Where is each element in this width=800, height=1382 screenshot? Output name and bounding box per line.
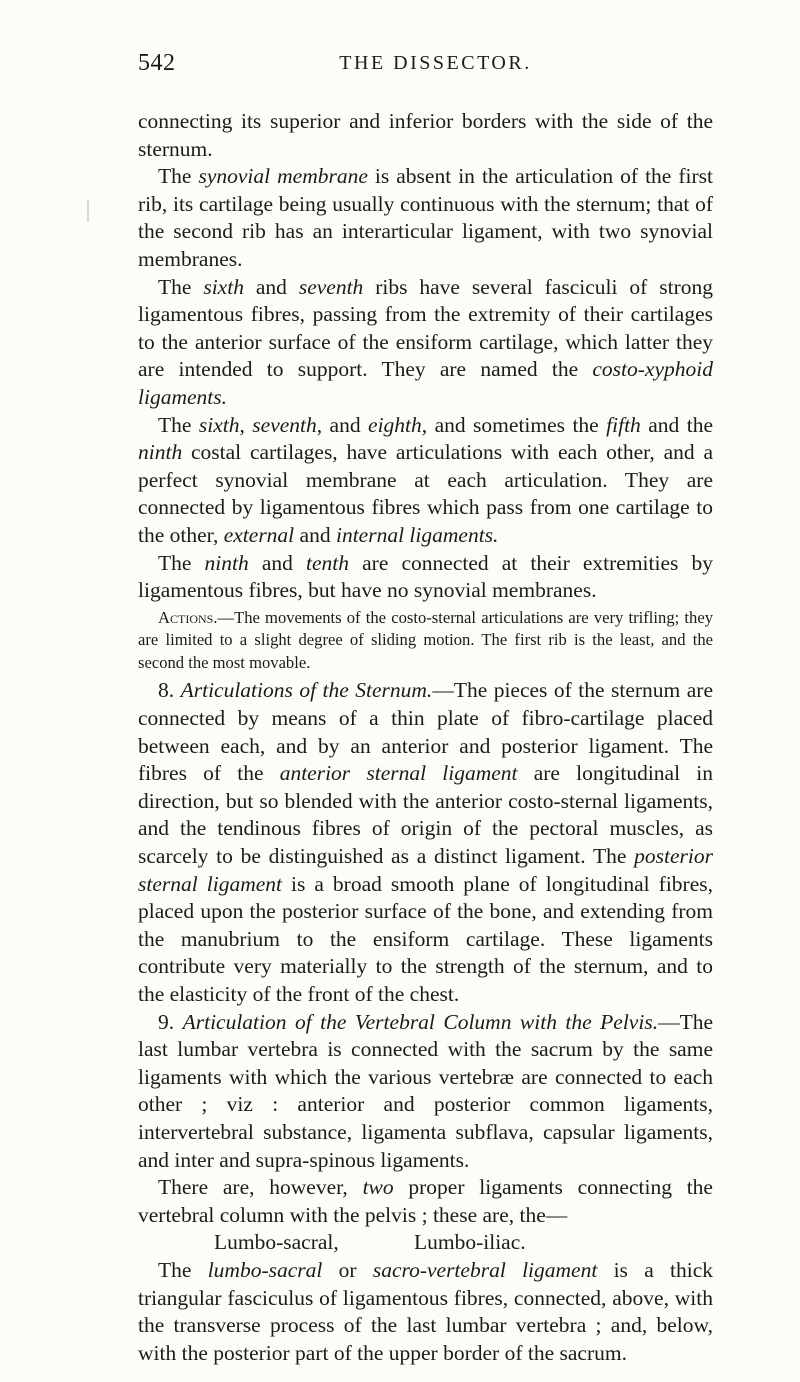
italic-term: eighth: [368, 412, 422, 437]
running-title: THE DISSECTOR.: [339, 52, 532, 74]
paragraph-actions-note: [138, 607, 713, 675]
italic-term: sixth: [203, 274, 244, 299]
section-number: 9.: [158, 1009, 183, 1034]
text-run: is a thick triangular fasciculus of ligamentous fibres, connected, above, with the transverse process of the last lumbar vertebra ; and, below, with the posterior part of the upper border of the sacrum.: [138, 1257, 714, 1365]
italic-term: posterior sternal ligament: [138, 844, 713, 896]
text-run: —The last lumbar vertebra is connected with the sacrum by the same ligaments with which the various vertebræ are connected to each other ; viz : anterior and posterior common ligaments, intervertebral substance, ligamenta subflava, capsular ligaments, and inter and supra-spinous ligaments.: [138, 1009, 714, 1172]
text-run: ribs have several fasciculi of strong ligamentous fibres, passing from the extremity of their cartilages to the anterior surface of the ensiform cartilage, which latter they are intended to support. They are named the: [138, 274, 713, 382]
paragraph-synovial-membrane: [138, 163, 713, 273]
text-run: The: [158, 164, 199, 189]
ligament-lumbo-iliac: Lumbo-iliac.: [414, 1230, 526, 1255]
paragraph-continuation: connecting its superior and inferior borders with the side of the sternum.: [138, 109, 713, 161]
section-title: Articulations of the Sternum.: [180, 678, 433, 703]
text-run: proper ligaments connecting the vertebral column with the pelvis ; these are, the—: [138, 1175, 713, 1227]
italic-term: tenth: [306, 550, 350, 575]
text-run: ,: [239, 412, 253, 437]
section-number: 8.: [158, 678, 181, 703]
text-run: and: [243, 274, 299, 299]
text-run: —The movements of the costo-sternal articulations are very trifling; they are limited to a slight degree of sliding motion. The first rib is the least, and the second the most movable.: [138, 607, 713, 672]
italic-term: sacro-vertebral ligament: [372, 1257, 598, 1282]
italic-term: external: [223, 522, 295, 547]
running-head: [138, 50, 713, 82]
paragraph-costal-cartilages: [138, 412, 713, 550]
paragraph-ninth-tenth: [138, 550, 713, 605]
paragraph-proper-ligaments: [138, 1174, 713, 1229]
italic-term: costo-xyphoid ligaments.: [138, 357, 713, 409]
italic-term: ninth: [204, 550, 249, 575]
text-run: are connected at their extremities by ligamentous fibres, but have no synovial membranes.: [138, 550, 713, 603]
italic-term: synovial membrane: [198, 164, 368, 189]
italic-term: internal ligaments.: [335, 522, 499, 547]
text-run: and: [294, 522, 336, 547]
text-run: is a broad smooth plane of longitudinal fibres, placed upon the posterior surface of the bone, and extending from the manubrium to the ensiform cartilage. These ligaments contribute very materially to the strength of the sternum, and to the elasticity of the front of the chest.: [138, 871, 713, 1006]
text-run: —The pieces of the sternum are connected by means of a thin plate of fibro-cartilage placed between each, and by an anterior and posterior ligament. The fibres of the: [138, 678, 713, 786]
paragraph-costo-xyphoid: [138, 274, 713, 412]
section-9-vertebral-column: [138, 1009, 713, 1175]
text-run: and the: [640, 412, 713, 437]
italic-term: ninth: [138, 440, 183, 465]
italic-term: sixth: [198, 412, 240, 437]
text-run: , and sometimes the: [421, 412, 607, 437]
text-run: costal cartilages, have articulations with each other, and a perfect synovial membrane at each articulation. They are connected by ligamentous fibres which pass from one cartilage to the other,: [138, 440, 713, 547]
italic-term: fifth: [606, 412, 641, 437]
actions-label: Actions.: [158, 607, 218, 627]
italic-term: lumbo-sacral: [207, 1257, 323, 1282]
text-run: , and: [316, 412, 369, 437]
text-run: are longitudinal in direction, but so blended with the anterior costo-sternal ligaments, and the tendinous fibres of origin of the pectoral muscles, as scarcely to be distinguished as a distinct ligament. The: [138, 761, 713, 869]
text-run: or: [322, 1257, 373, 1282]
text-run: and: [248, 550, 307, 575]
page-edge-mark: [87, 200, 89, 222]
italic-term: seventh: [252, 412, 317, 437]
italic-term: seventh: [298, 274, 364, 299]
text-run: The: [158, 550, 205, 575]
section-title: Articulation of the Vertebral Column with the Pelvis.: [182, 1009, 659, 1034]
body-text: [138, 108, 713, 1367]
italic-term: anterior sternal ligament: [279, 761, 518, 786]
text-run: is absent in the articulation of the first rib, its cartilage being usually continuous with the sternum; that of the second rib has an interarticular ligament, with two synovial membranes.: [138, 164, 713, 271]
ligament-lumbo-sacral: Lumbo-sacral,: [214, 1230, 339, 1255]
ligament-list: [138, 1229, 713, 1257]
italic-term: two: [362, 1175, 394, 1200]
text-run: The: [158, 412, 199, 437]
text-run: The: [158, 274, 204, 299]
page-number: 542: [138, 50, 176, 76]
text-run: The: [158, 1257, 208, 1282]
paragraph-lumbo-sacral: [138, 1257, 713, 1367]
text-run: There are, however,: [158, 1175, 363, 1200]
section-8-sternum: [138, 677, 713, 1008]
